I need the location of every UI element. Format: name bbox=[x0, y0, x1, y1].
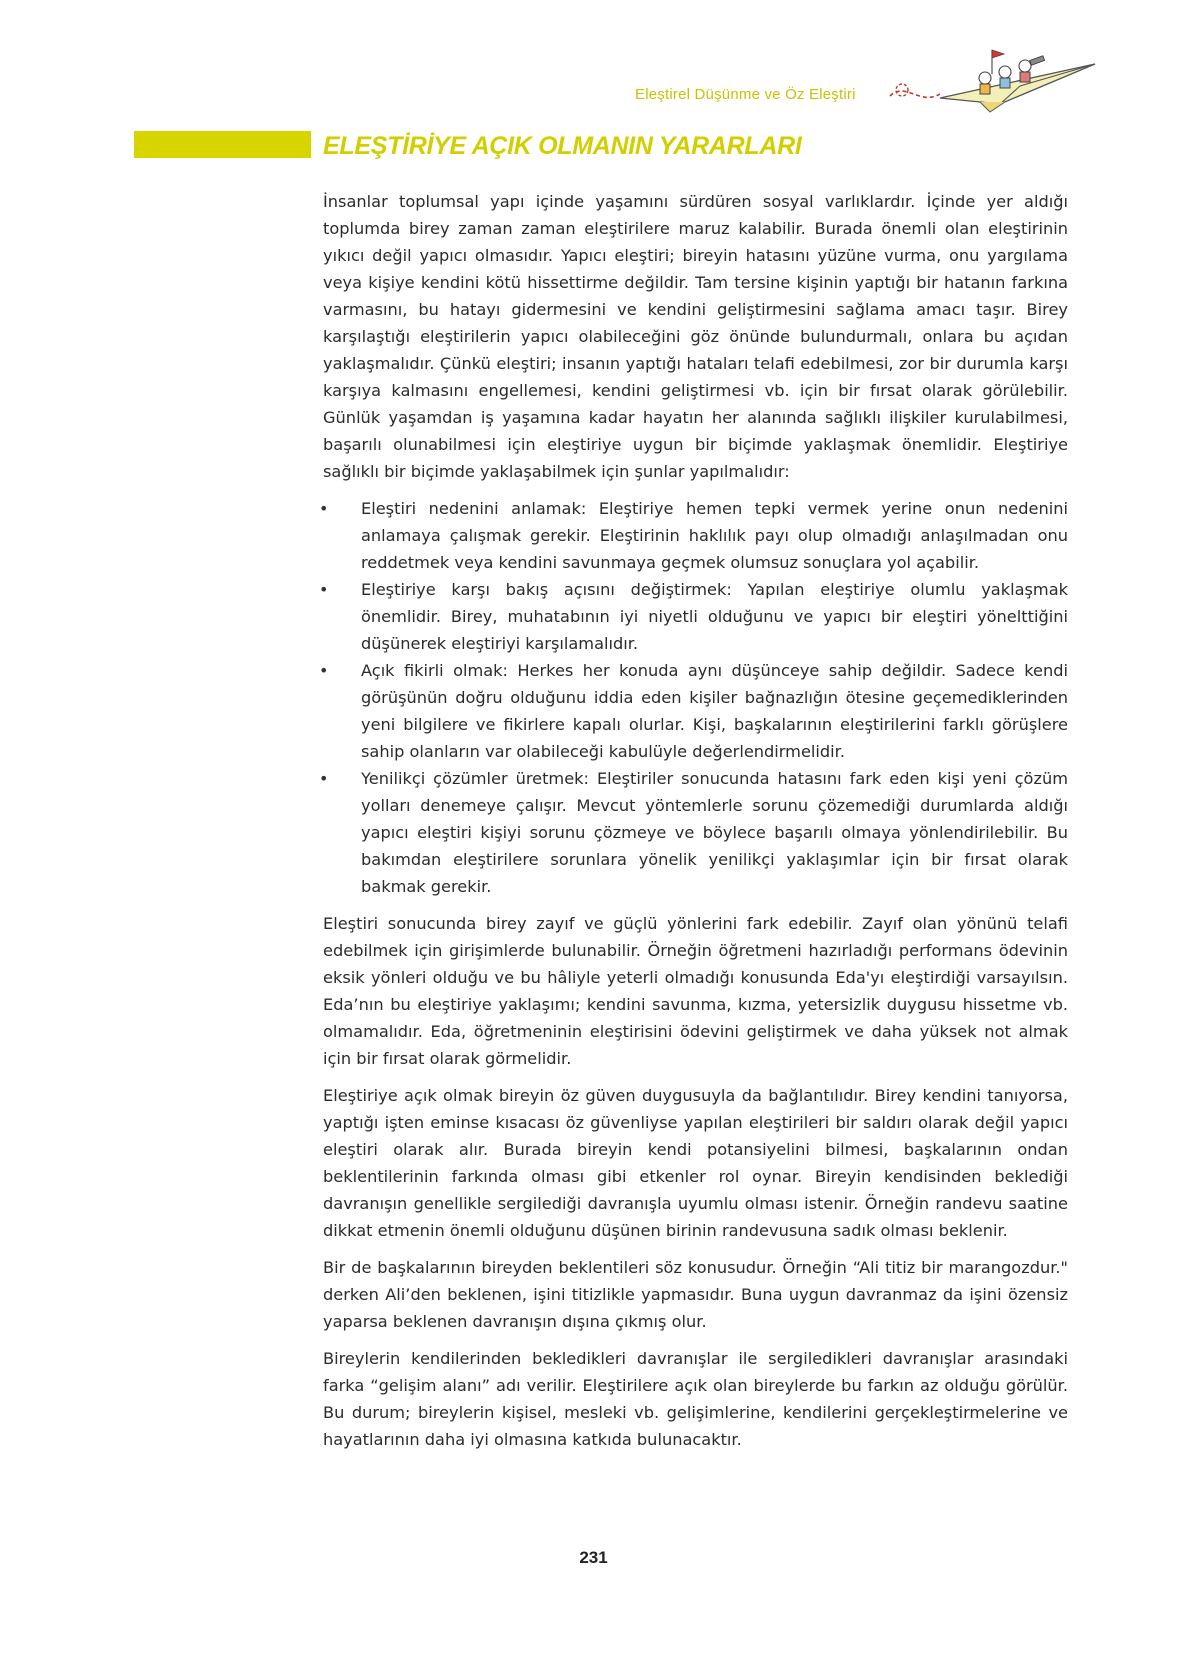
article-body bbox=[319, 188, 1068, 1463]
list-item-text: Eleştiri nedenini anlamak: Eleştiriye hemen tepki vermek yerine onun nedenini anlamaya çalışmak gerekir. Eleştirinin haklılık payı olup olmadığı anlaşılmadan onu reddetmek veya kendini savunmaya geçmek olumsuz sonuçlara yol açabilir. bbox=[361, 499, 1068, 572]
list-item bbox=[319, 495, 1068, 576]
list-item-text: Açık fikirli olmak: Herkes her konuda aynı düşünceye sahip değildir. Sadece kendi görüşünün doğru olduğunu iddia eden kişiler bağnazlığın ötesine geçemediklerinden yeni bilgilere ve fikirlere kapalı olurlar. Kişi, başkalarının eleştirilerini farklı görüşlere sahip olanların var olabileceği kabulüyle değerlendirmelidir. bbox=[361, 661, 1068, 761]
bullet-dot-icon: • bbox=[319, 661, 329, 680]
section-title: ELEŞTİRİYE AÇIK OLMANIN YARARLARI bbox=[323, 132, 802, 160]
section-title-accent-bar bbox=[134, 131, 311, 158]
list-item bbox=[319, 576, 1068, 657]
list-item bbox=[319, 657, 1068, 765]
list-item-text: Eleştiriye karşı bakış açısını değiştirmek: Yapılan eleştiriye olumlu yaklaşmak önemlidir. Birey, muhatabının iyi niyetli olduğunu ve yapıcı bir eleştiri yönelttiğini düşünerek eleştiriyi karşılamalıdır. bbox=[361, 580, 1068, 653]
body-paragraph: Bireylerin kendilerinden bekledikleri davranışlar ile sergiledikleri davranışlar arasındaki farka “gelişim alanı” adı verilir. Eleştirilere açık olan bireylerde bu farkın az olduğu görülür. Bu durum; bireylerin kişisel, mesleki vb. gelişimlerine, kendilerini gerçekleştirmelerine ve hayatlarının daha iyi olmasına katkıda bulunacaktır. bbox=[323, 1349, 1068, 1449]
running-header-title: Eleştirel Düşünme ve Öz Eleştiri bbox=[635, 86, 856, 103]
bullet-dot-icon: • bbox=[319, 769, 329, 788]
list-item bbox=[319, 765, 1068, 900]
body-paragraph: Eleştiri sonucunda birey zayıf ve güçlü yönlerini fark edebilir. Zayıf olan yönünü telafi edebilmek için girişimlerde bulunabilir. Örneğin öğretmeni hazırladığı performans ödevinin eksik yönleri olduğu ve bu hâliyle yeterli olmadığı konusunda Eda'yı eleştirdiği varsayılsın. Eda’nın bu eleştiriye yaklaşımı; kendini savunma, kızma, yetersizlik duygusu hissetme vb. olmamalıdır. Eda, öğretmeninin eleştirisini ödevini geliştirmek ve daha yüksek not almak için bir fırsat olarak görmelidir. bbox=[323, 914, 1068, 1068]
bullet-dot-icon: • bbox=[319, 580, 329, 599]
bullet-list bbox=[319, 495, 1068, 900]
bullet-dot-icon: • bbox=[319, 499, 329, 518]
page-number: 231 bbox=[579, 1548, 608, 1567]
intro-paragraph: İnsanlar toplumsal yapı içinde yaşamını sürdüren sosyal varlıklardır. İçinde yer aldığı toplumda birey zaman zaman eleştirilere maruz kalabilir. Burada önemli olan eleştirinin yıkıcı değil yapıcı olmasıdır. Yapıcı eleştiri; bireyin hatasını yüzüne vurma, onu yargılama veya kişiye kendini kötü hissettirme değildir. Tam tersine kişinin yaptığı bir hatanın farkına varmasını, bu hatayı gidermesini ve kendini geliştirmesini sağlama amacı taşır. Birey karşılaştığı eleştirilerin yapıcı olabileceğini göz önünde bulundurmalı, onlara bu açıdan yaklaşmalıdır. Çünkü eleştiri; insanın yaptığı hataları telafi edebilmesi, zor bir durumla karşı karşıya kalmasını engellemesi, kendini geliştirmesi vb. için bir fırsat olarak görülebilir. Günlük yaşamdan iş yaşamına kadar hayatın her alanında sağlıklı ilişkiler kurulabilmesi, başarılı olunabilmesi için eleştiriye uygun bir biçimde yaklaşmak önemlidir. Eleştiriye sağlıklı bir biçimde yaklaşabilmek için şunlar yapılmalıdır: bbox=[323, 192, 1068, 481]
body-paragraph: Bir de başkalarının bireyden beklentileri söz konusudur. Örneğin “Ali titiz bir marangozdur." derken Ali’den beklenen, işini titizlikle yapmasıdır. Buna uygun davranmaz da işini özensiz yaparsa beklenen davranışın dışına çıkmış olur. bbox=[323, 1258, 1068, 1331]
list-item-text: Yenilikçi çözümler üretmek: Eleştiriler sonucunda hatasını fark eden kişi yeni çözüm yolları denemeye çalışır. Mevcut yöntemlerle sorunu çözemediği durumlarda aldığı yapıcı eleştiri kişiyi sorunu çözmeye ve böylece başarılı olmaya yönlendirilebilir. Bu bakımdan eleştirilere sorunlara yönelik yenilikçi yaklaşımlar için bir fırsat olarak bakmak gerekir. bbox=[361, 769, 1068, 896]
body-paragraph: Eleştiriye açık olmak bireyin öz güven duygusuyla da bağlantılıdır. Birey kendini tanıyorsa, yaptığı işten eminse kısacası öz güvenliyse yapılan eleştirileri bir saldırı olarak değil yapıcı eleştiri olarak alır. Burada bireyin kendi potansiyelini bilmesi, başkalarının ondan beklentilerinin farkında olması gibi etkenler rol oynar. Bireyin kendisinden beklediği davranışın genellikle sergilediği davranışla uyumlu olması istenir. Örneğin randevu saatine dikkat etmenin önemli olduğunu düşünen birinin randevusuna sadık olması beklenir. bbox=[323, 1086, 1068, 1240]
paper-plane-with-children-icon bbox=[880, 36, 1110, 116]
